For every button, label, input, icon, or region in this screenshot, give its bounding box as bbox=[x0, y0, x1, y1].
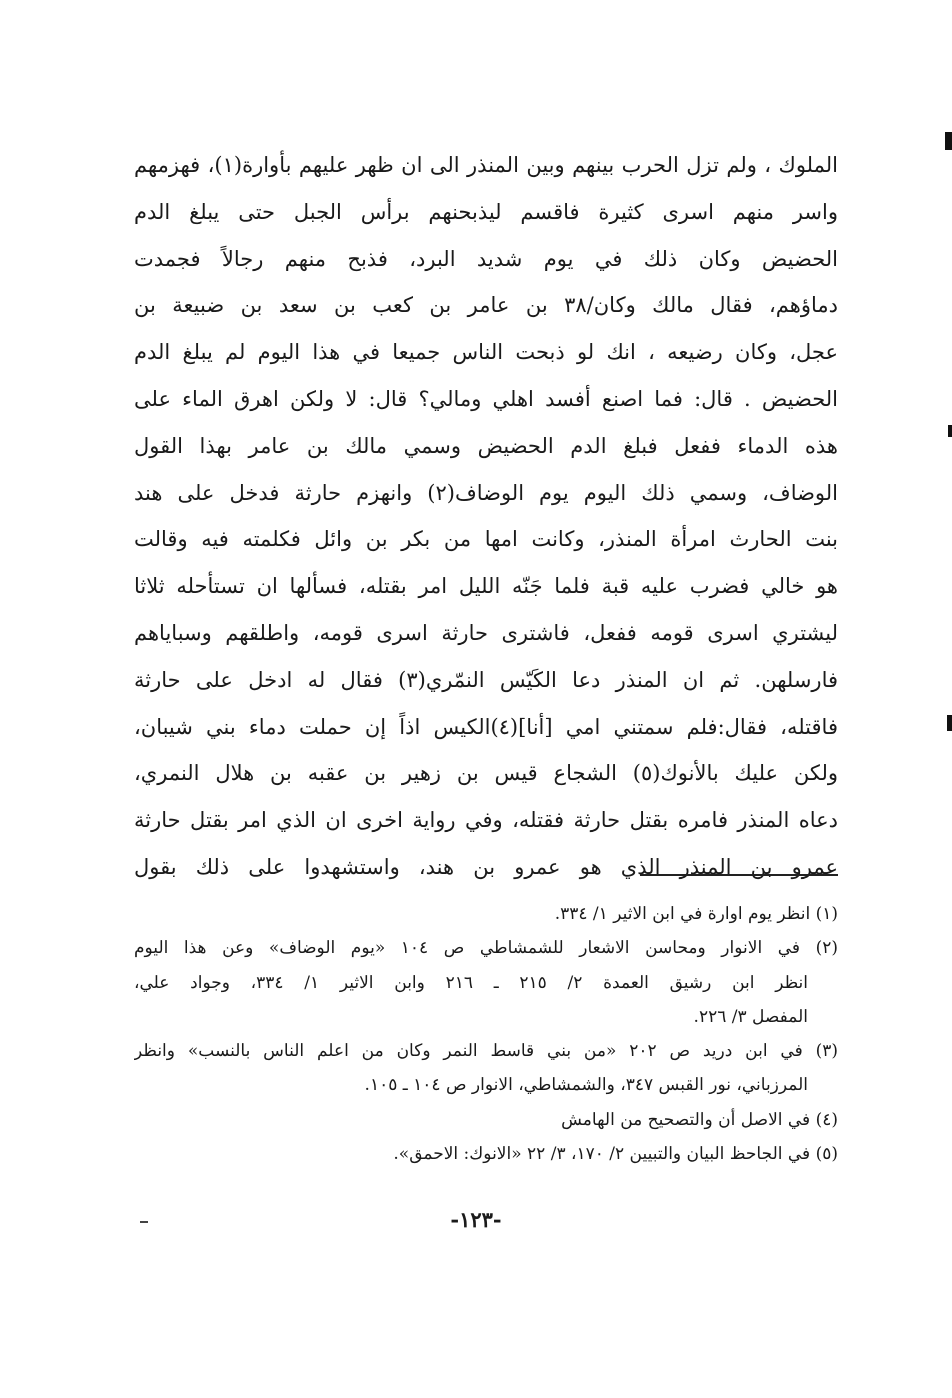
text-line: دعاه المنذر فامره بقتل حارثة فقتله، وفي رواية اخرى ان الذي امر بقتل حارثة bbox=[134, 808, 838, 833]
text-line: فاقتله، فقال:فلم سمتني امي [أنا](٤)الكيس اذاً إن حملت دماء بني شيبان، bbox=[134, 714, 838, 739]
text-line: الحضيض وكان ذلك في يوم شديد البرد، فذبح منهم رجالاً فجمدت bbox=[134, 246, 838, 271]
text-line: الحضيض . قال: فما اصنع أفسد اهلي ومالي؟ قال: لا ولكن اهرق الماء على bbox=[134, 386, 838, 411]
page-number: -١٢٣- bbox=[450, 1207, 502, 1232]
footnote-line: (٥) في الجاحظ البيان والتبيين ٢/ ١٧٠، ٣/ ٢٢ «الانوك: الاحمق». bbox=[393, 1144, 838, 1165]
text-line: عجل، وكان رضيعه ، انك لو ذبحت الناس جميعا في هذا اليوم لم يبلغ الدم bbox=[134, 340, 838, 365]
footnote-line: (١) انظر يوم اوارة في ابن الاثير ١/ ٣٣٤. bbox=[554, 904, 838, 924]
scan-edge-mark bbox=[948, 425, 952, 437]
footnote-line: المرزباني، نور القبس ٣٤٧، والشمشاطي، الانوار ص ١٠٤ ـ ١٠٥. bbox=[364, 1075, 808, 1096]
text-line: عمرو بن المنذر الذي هو عمرو بن هند، واستشهدوا على ذلك بقول bbox=[134, 854, 838, 879]
text-line: هذه الدماء ففعل فبلغ الدم الحضيض وسمي مالك بن عامر بهذا القول bbox=[134, 433, 838, 458]
text-line: هو خالي فضرب عليه قبة فلما جَنّه الليل امر بقتله، فسألها ان تستأحله ثلاثا bbox=[134, 574, 838, 599]
scan-speck bbox=[140, 1221, 148, 1223]
text-line: الملوك ، ولم تزل الحرب بينهم وبين المنذر الى ان ظهر عليهم بأوارة(١)، فهزمهم bbox=[134, 153, 838, 177]
footnote-separator bbox=[640, 874, 838, 876]
scan-edge-mark bbox=[947, 715, 952, 731]
main-text bbox=[134, 142, 838, 891]
text-line: واسر منهم اسرى كثيرة فاقسم ليذبحنهم برأس الجبل حتى يبلغ الدم bbox=[134, 199, 838, 224]
text-line: ولكن عليك بالأنوك(٥) الشجاع قيس بن زهير بن عقبه بن هلال النمري، bbox=[134, 761, 838, 786]
text-line: دماؤهم، فقال مالك وكان/٣٨ بن عامر بن كعب بن سعد بن ضبيعة بن bbox=[134, 293, 838, 318]
text-line: بنت الحارث امرأة المنذر، وكانت امها من بكر بن وائل فكلمته فيه وقالت bbox=[134, 527, 838, 552]
footnote-line: (٣) في ابن دريد ص ٢٠٢ «من بني قاسط النمر وكان من اعلم الناس بالنسب» وانظر bbox=[134, 1041, 838, 1062]
footnote-line: انظر ابن رشيق العمدة ٢/ ٢١٥ ـ ٢١٦ وابن الاثير ١/ ٣٣٤، وجواد علي، bbox=[134, 972, 808, 993]
scan-edge-mark bbox=[945, 132, 952, 150]
text-line: فارسلهن. ثم ان المنذر دعا الكَيّس النمّري(٣) فقال له ادخل على حارثة bbox=[134, 667, 838, 692]
footnote-line: (٢) في الانوار ومحاسن الاشعار للشمشاطي ص ١٠٤ «يوم الوضاف» وعن هذا اليوم bbox=[134, 938, 838, 959]
text-line: ليشتري اسرى قومه ففعل، فاشترى حارثة اسرى قومه، واطلقهم وسباياهم bbox=[134, 620, 838, 645]
footnotes bbox=[134, 897, 838, 1171]
text-line: الوضاف، وسمي ذلك اليوم يوم الوضاف(٢) وانهزم حارثة فدخل على هند bbox=[134, 480, 838, 505]
footnote-line: المفصل ٣/ ٢٢٦. bbox=[693, 1006, 808, 1027]
footnote-line: (٤) في الاصل أن والتصحيح من الهامش bbox=[561, 1109, 838, 1130]
